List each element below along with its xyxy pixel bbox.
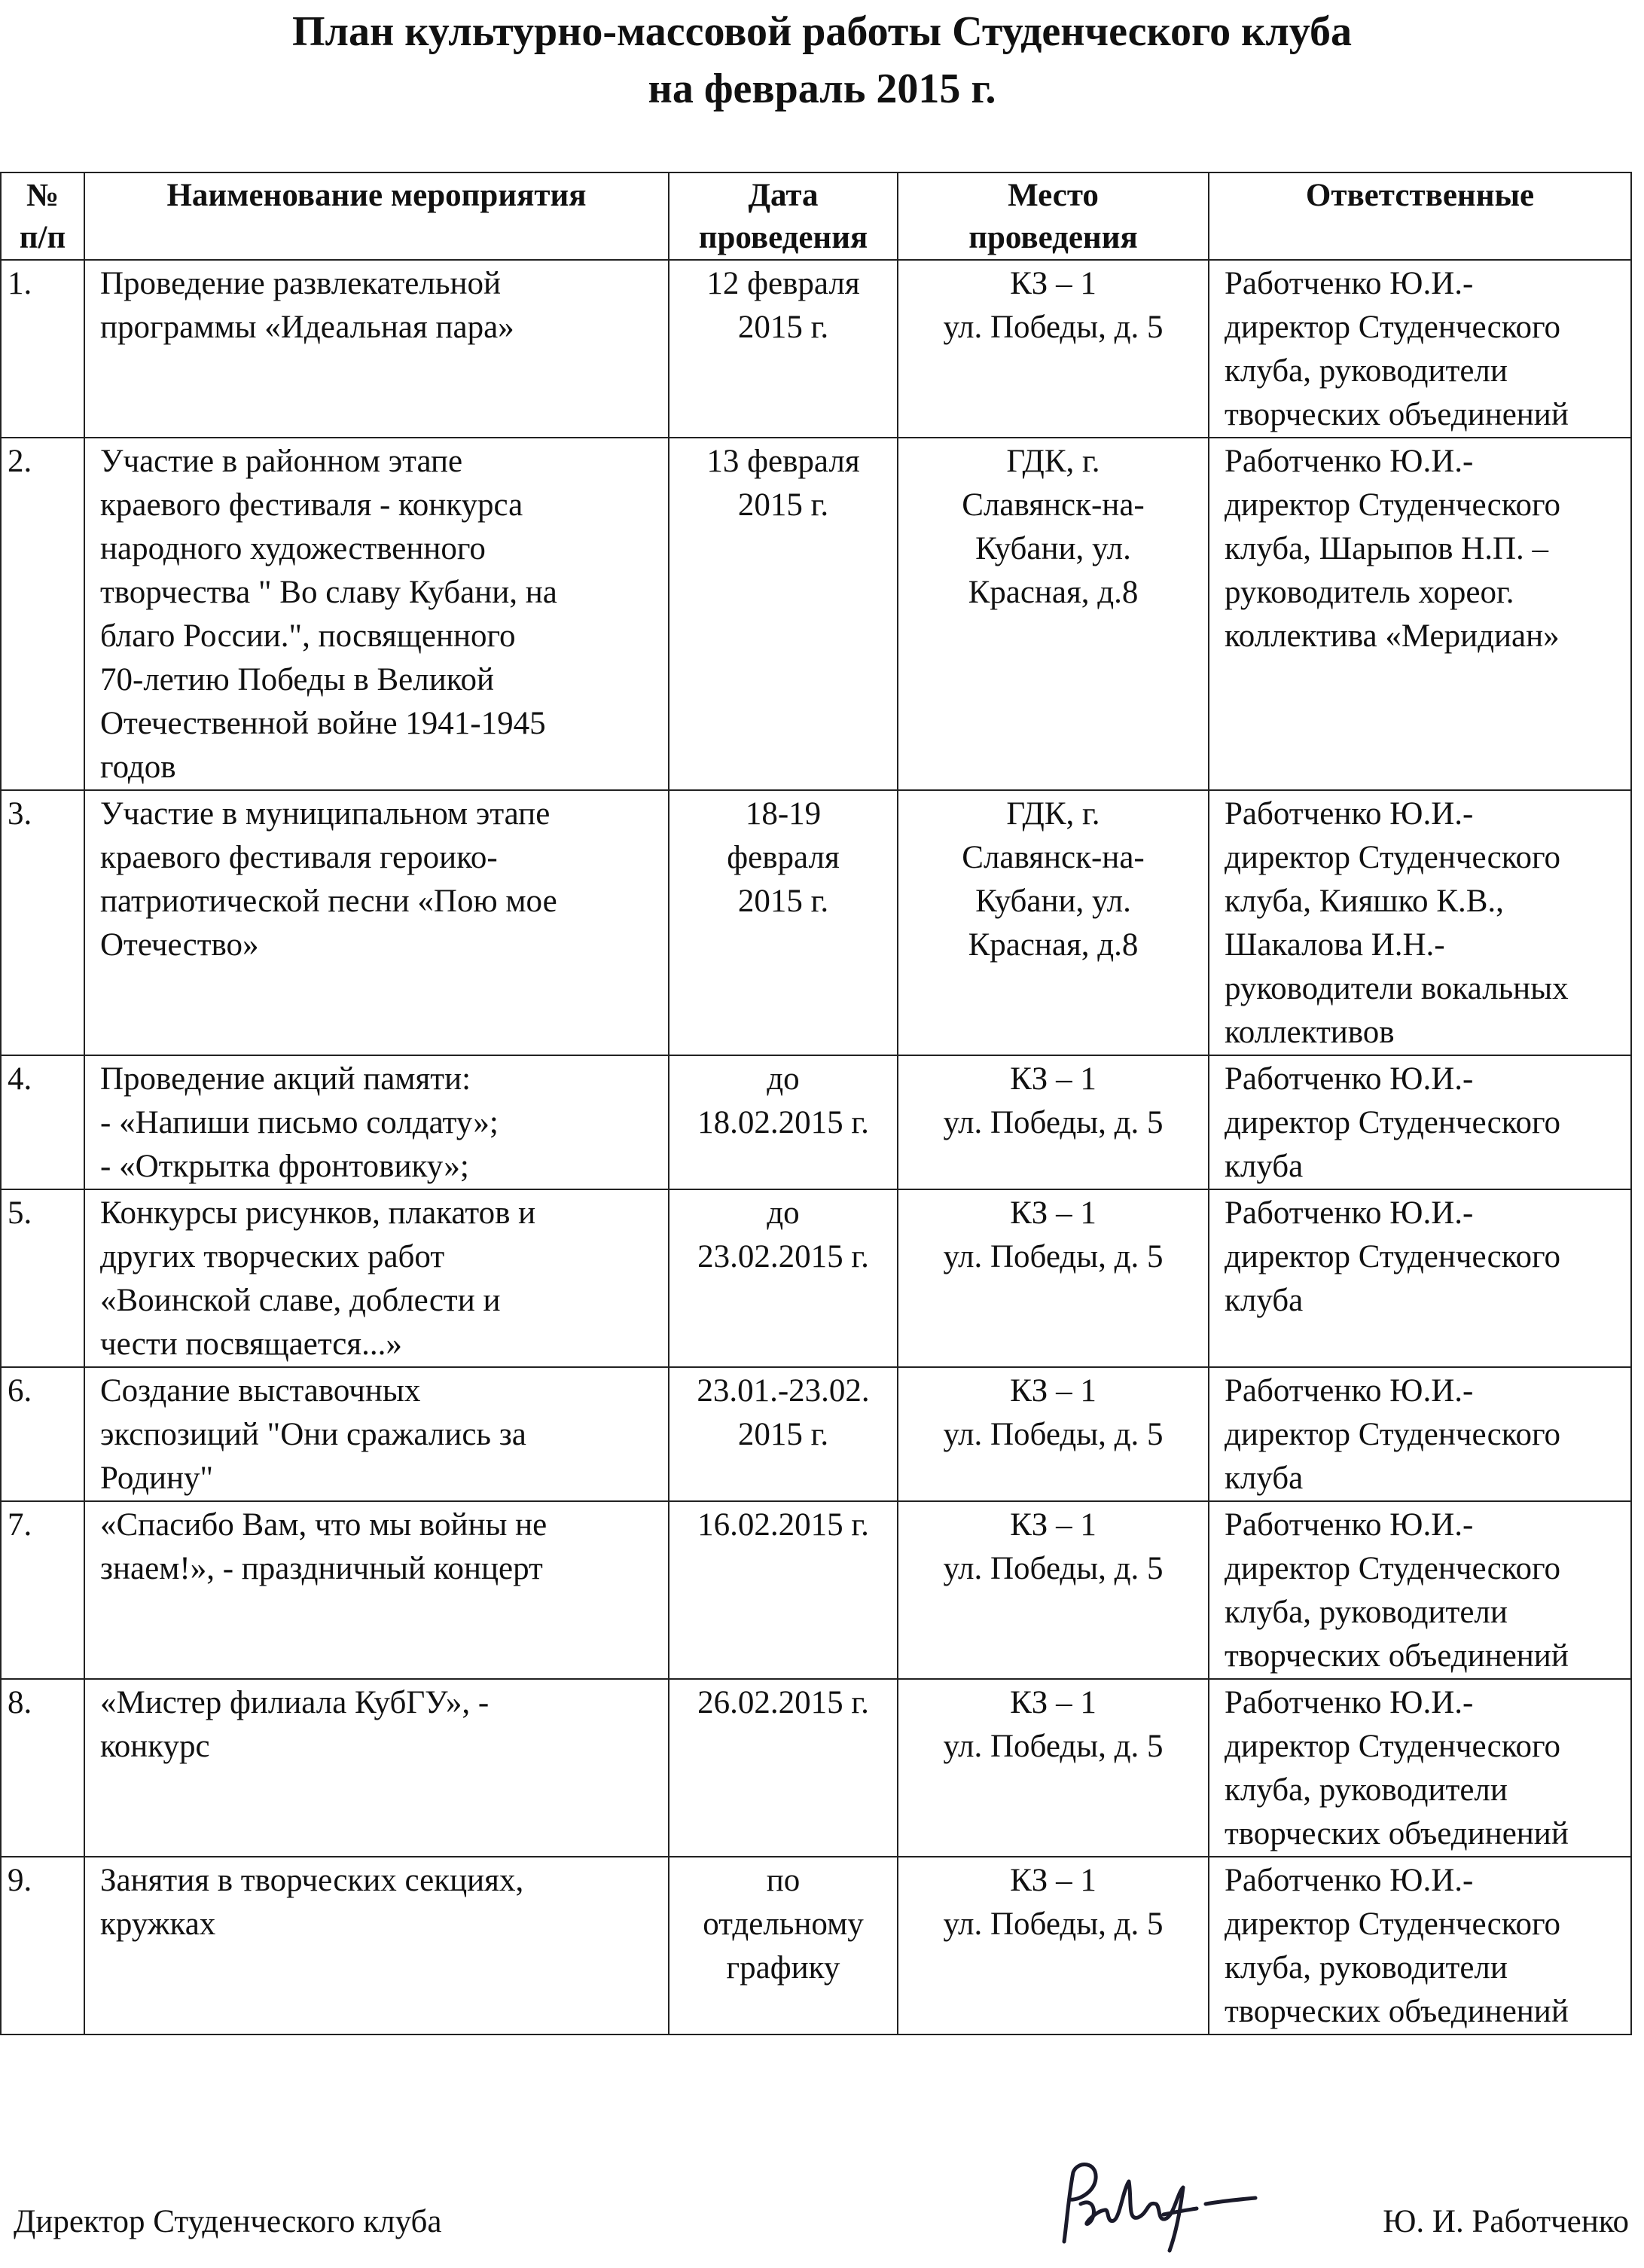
event-place: КЗ – 1 ул. Победы, д. 5 [898,260,1209,438]
row-number: 9. [1,1857,84,2034]
row-number: 8. [1,1679,84,1857]
table-row [1,260,1631,438]
event-responsible: Работченко Ю.И.- директор Студенческого клуба, руководители творческих объединений [1209,260,1631,438]
event-responsible: Работченко Ю.И.- директор Студенческого клуба [1209,1189,1631,1367]
event-name: Проведение развлекательной программы «Идеальная пара» [84,260,669,438]
event-name: Создание выставочных экспозиций "Они сражались за Родину" [84,1367,669,1501]
table-row [1,790,1631,1055]
title-line-1: План культурно-массовой работы Студенческого клуба [291,8,1353,55]
header-responsible: Ответственные [1209,172,1631,260]
event-date: по отдельному графику [669,1857,898,2034]
event-date: 12 февраля 2015 г. [669,260,898,438]
event-date: 26.02.2015 г. [669,1679,898,1857]
event-name: Проведение акций памяти: - «Напиши письмо солдату»; - «Открытка фронтовику»; [84,1055,669,1189]
event-name: «Мистер филиала КубГУ», - конкурс [84,1679,669,1857]
event-name: «Спасибо Вам, что мы войны не знаем!», - праздничный концерт [84,1501,669,1679]
event-place: КЗ – 1 ул. Победы, д. 5 [898,1055,1209,1189]
event-place: КЗ – 1 ул. Победы, д. 5 [898,1679,1209,1857]
event-place: КЗ – 1 ул. Победы, д. 5 [898,1189,1209,1367]
row-number: 4. [1,1055,84,1189]
event-date: 13 февраля 2015 г. [669,438,898,790]
event-date: 23.01.-23.02. 2015 г. [669,1367,898,1501]
table-row [1,1189,1631,1367]
table-row [1,1055,1631,1189]
header-date: Дата проведения [669,172,898,260]
event-place: КЗ – 1 ул. Победы, д. 5 [898,1367,1209,1501]
event-name: Участие в районном этапе краевого фестиваля - конкурса народного художественного творчества " Во славу Кубани, на благо России.", посвященного 70-летию Победы в Великой Отечественной войне 1941-1945 годов [84,438,669,790]
table-header-row [1,172,1631,260]
event-date: до 23.02.2015 г. [669,1189,898,1367]
event-name: Занятия в творческих секциях, кружках [84,1857,669,2034]
signer-name: Ю. И. Работченко [1383,2204,1629,2239]
row-number: 2. [1,438,84,790]
events-plan-table [0,172,1632,2035]
event-date: 18-19 февраля 2015 г. [669,790,898,1055]
signer-position: Директор Студенческого клуба [14,2204,442,2239]
handwritten-signature [1051,2151,1261,2257]
event-responsible: Работченко Ю.И.- директор Студенческого клуба, руководители творческих объединений [1209,1501,1631,1679]
event-place: КЗ – 1 ул. Победы, д. 5 [898,1501,1209,1679]
title-line-2: на февраль 2015 г. [648,66,996,112]
event-responsible: Работченко Ю.И.- директор Студенческого клуба [1209,1367,1631,1501]
header-number: № п/п [1,172,84,260]
signature-block [0,2199,1644,2245]
event-place: ГДК, г. Славянск-на- Кубани, ул. Красная, д.8 [898,790,1209,1055]
event-place: ГДК, г. Славянск-на- Кубани, ул. Красная, д.8 [898,438,1209,790]
table-row [1,1501,1631,1679]
header-place: Место проведения [898,172,1209,260]
event-responsible: Работченко Ю.И.- директор Студенческого клуба, Кияшко К.В., Шакалова И.Н.- руководители вокальных коллективов [1209,790,1631,1055]
event-responsible: Работченко Ю.И.- директор Студенческого клуба, руководители творческих объединений [1209,1857,1631,2034]
event-responsible: Работченко Ю.И.- директор Студенческого клуба [1209,1055,1631,1189]
table-row [1,438,1631,790]
document-title [0,0,1644,118]
row-number: 3. [1,790,84,1055]
row-number: 6. [1,1367,84,1501]
event-date: 16.02.2015 г. [669,1501,898,1679]
event-responsible: Работченко Ю.И.- директор Студенческого клуба, руководители творческих объединений [1209,1679,1631,1857]
header-event-name: Наименование мероприятия [84,172,669,260]
event-date: до 18.02.2015 г. [669,1055,898,1189]
event-place: КЗ – 1 ул. Победы, д. 5 [898,1857,1209,2034]
table-row [1,1367,1631,1501]
event-responsible: Работченко Ю.И.- директор Студенческого клуба, Шарыпов Н.П. – руководитель хореог. коллектива «Меридиан» [1209,438,1631,790]
event-name: Конкурсы рисунков, плакатов и других творческих работ «Воинской славе, доблести и чести посвящается...» [84,1189,669,1367]
row-number: 7. [1,1501,84,1679]
table-row [1,1679,1631,1857]
row-number: 1. [1,260,84,438]
table-row [1,1857,1631,2034]
event-name: Участие в муниципальном этапе краевого фестиваля героико- патриотической песни «Пою мое Отечество» [84,790,669,1055]
row-number: 5. [1,1189,84,1367]
